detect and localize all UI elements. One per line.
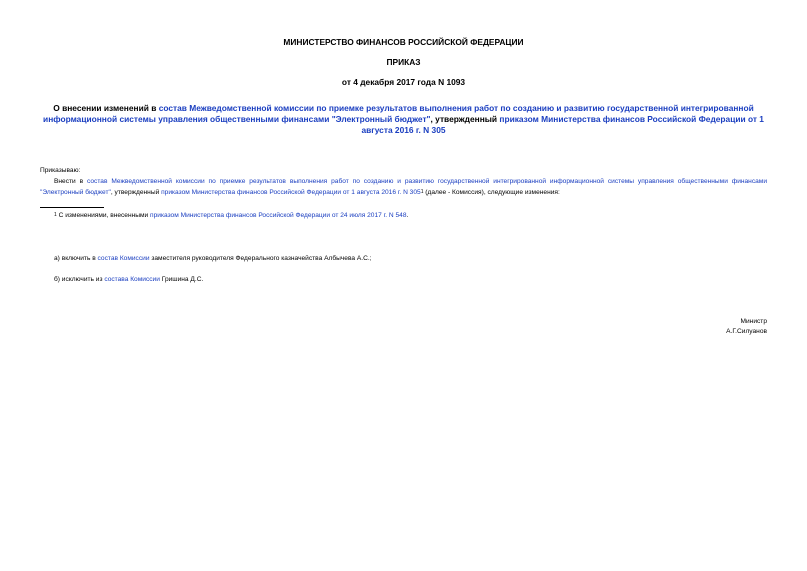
footnote-prefix: С изменениями, внесенными xyxy=(56,212,151,219)
footnote-link-order-548[interactable]: приказом Министерства финансов Российской Федерации от 24 июля 2017 г. N 548 xyxy=(150,212,407,219)
paragraph-middle: , утвержденный xyxy=(110,189,162,196)
subject-prefix: О внесении изменений в xyxy=(53,103,159,113)
item-a-link-commission[interactable]: состав Комиссии xyxy=(97,255,150,262)
paragraph-link-commission-composition[interactable]: состав Межведомственной комиссии по приемке результатов выполнения работ по созданию и развитию государственной интегрированной информационной системы управления общественными финансами "Электронный бюджет" xyxy=(40,178,768,196)
subject-link-order-305[interactable]: приказом Министерства финансов Российской Федерации от 1 августа 2016 г. N 305 xyxy=(361,114,764,135)
item-b-link-commission[interactable]: состава Комиссии xyxy=(104,276,160,283)
item-b-suffix: Гришина Д.С. xyxy=(159,276,204,283)
footnote-divider xyxy=(40,207,104,208)
signature-title: Министр xyxy=(740,318,767,325)
ministry-heading: МИНИСТЕРСТВО ФИНАНСОВ РОССИЙСКОЙ ФЕДЕРАЦИИ xyxy=(283,37,524,47)
footnote-reference[interactable]: 1 xyxy=(420,189,424,195)
paragraph-prefix: Внести в xyxy=(54,178,87,185)
footnote xyxy=(54,210,408,221)
item-b-prefix: б) исключить из xyxy=(54,276,105,283)
footnote-marker: 1 xyxy=(54,212,57,218)
order-date-heading: от 4 декабря 2017 года N 1093 xyxy=(341,77,466,87)
item-a-suffix: заместителя руководителя Федерального казначейства Албычева А.С.; xyxy=(149,255,372,262)
subject-middle: , утвержденный xyxy=(430,114,500,124)
signature-name: А.Г.Силуанов xyxy=(726,328,767,335)
item-a-prefix: а) включить в xyxy=(54,255,98,262)
order-type-heading: ПРИКАЗ xyxy=(386,57,421,67)
order-subject-title xyxy=(40,103,767,136)
order-intro: Приказываю: xyxy=(40,167,81,174)
paragraph-link-order-305[interactable]: приказом Министерства финансов Российской Федерации от 1 августа 2016 г. N 305 xyxy=(161,189,421,196)
list-item-a xyxy=(54,254,372,264)
subject-link-commission-composition[interactable]: состав Межведомственной комиссии по приемке результатов выполнения работ по созданию и развитию государственной интегрированной информационной системы управления общественными финансами "Электронный бюджет" xyxy=(43,103,754,124)
main-paragraph xyxy=(40,177,767,198)
list-item-b xyxy=(54,275,203,285)
footnote-suffix: . xyxy=(406,212,409,219)
paragraph-suffix: (далее - Комиссия), следующие изменения: xyxy=(423,189,560,196)
